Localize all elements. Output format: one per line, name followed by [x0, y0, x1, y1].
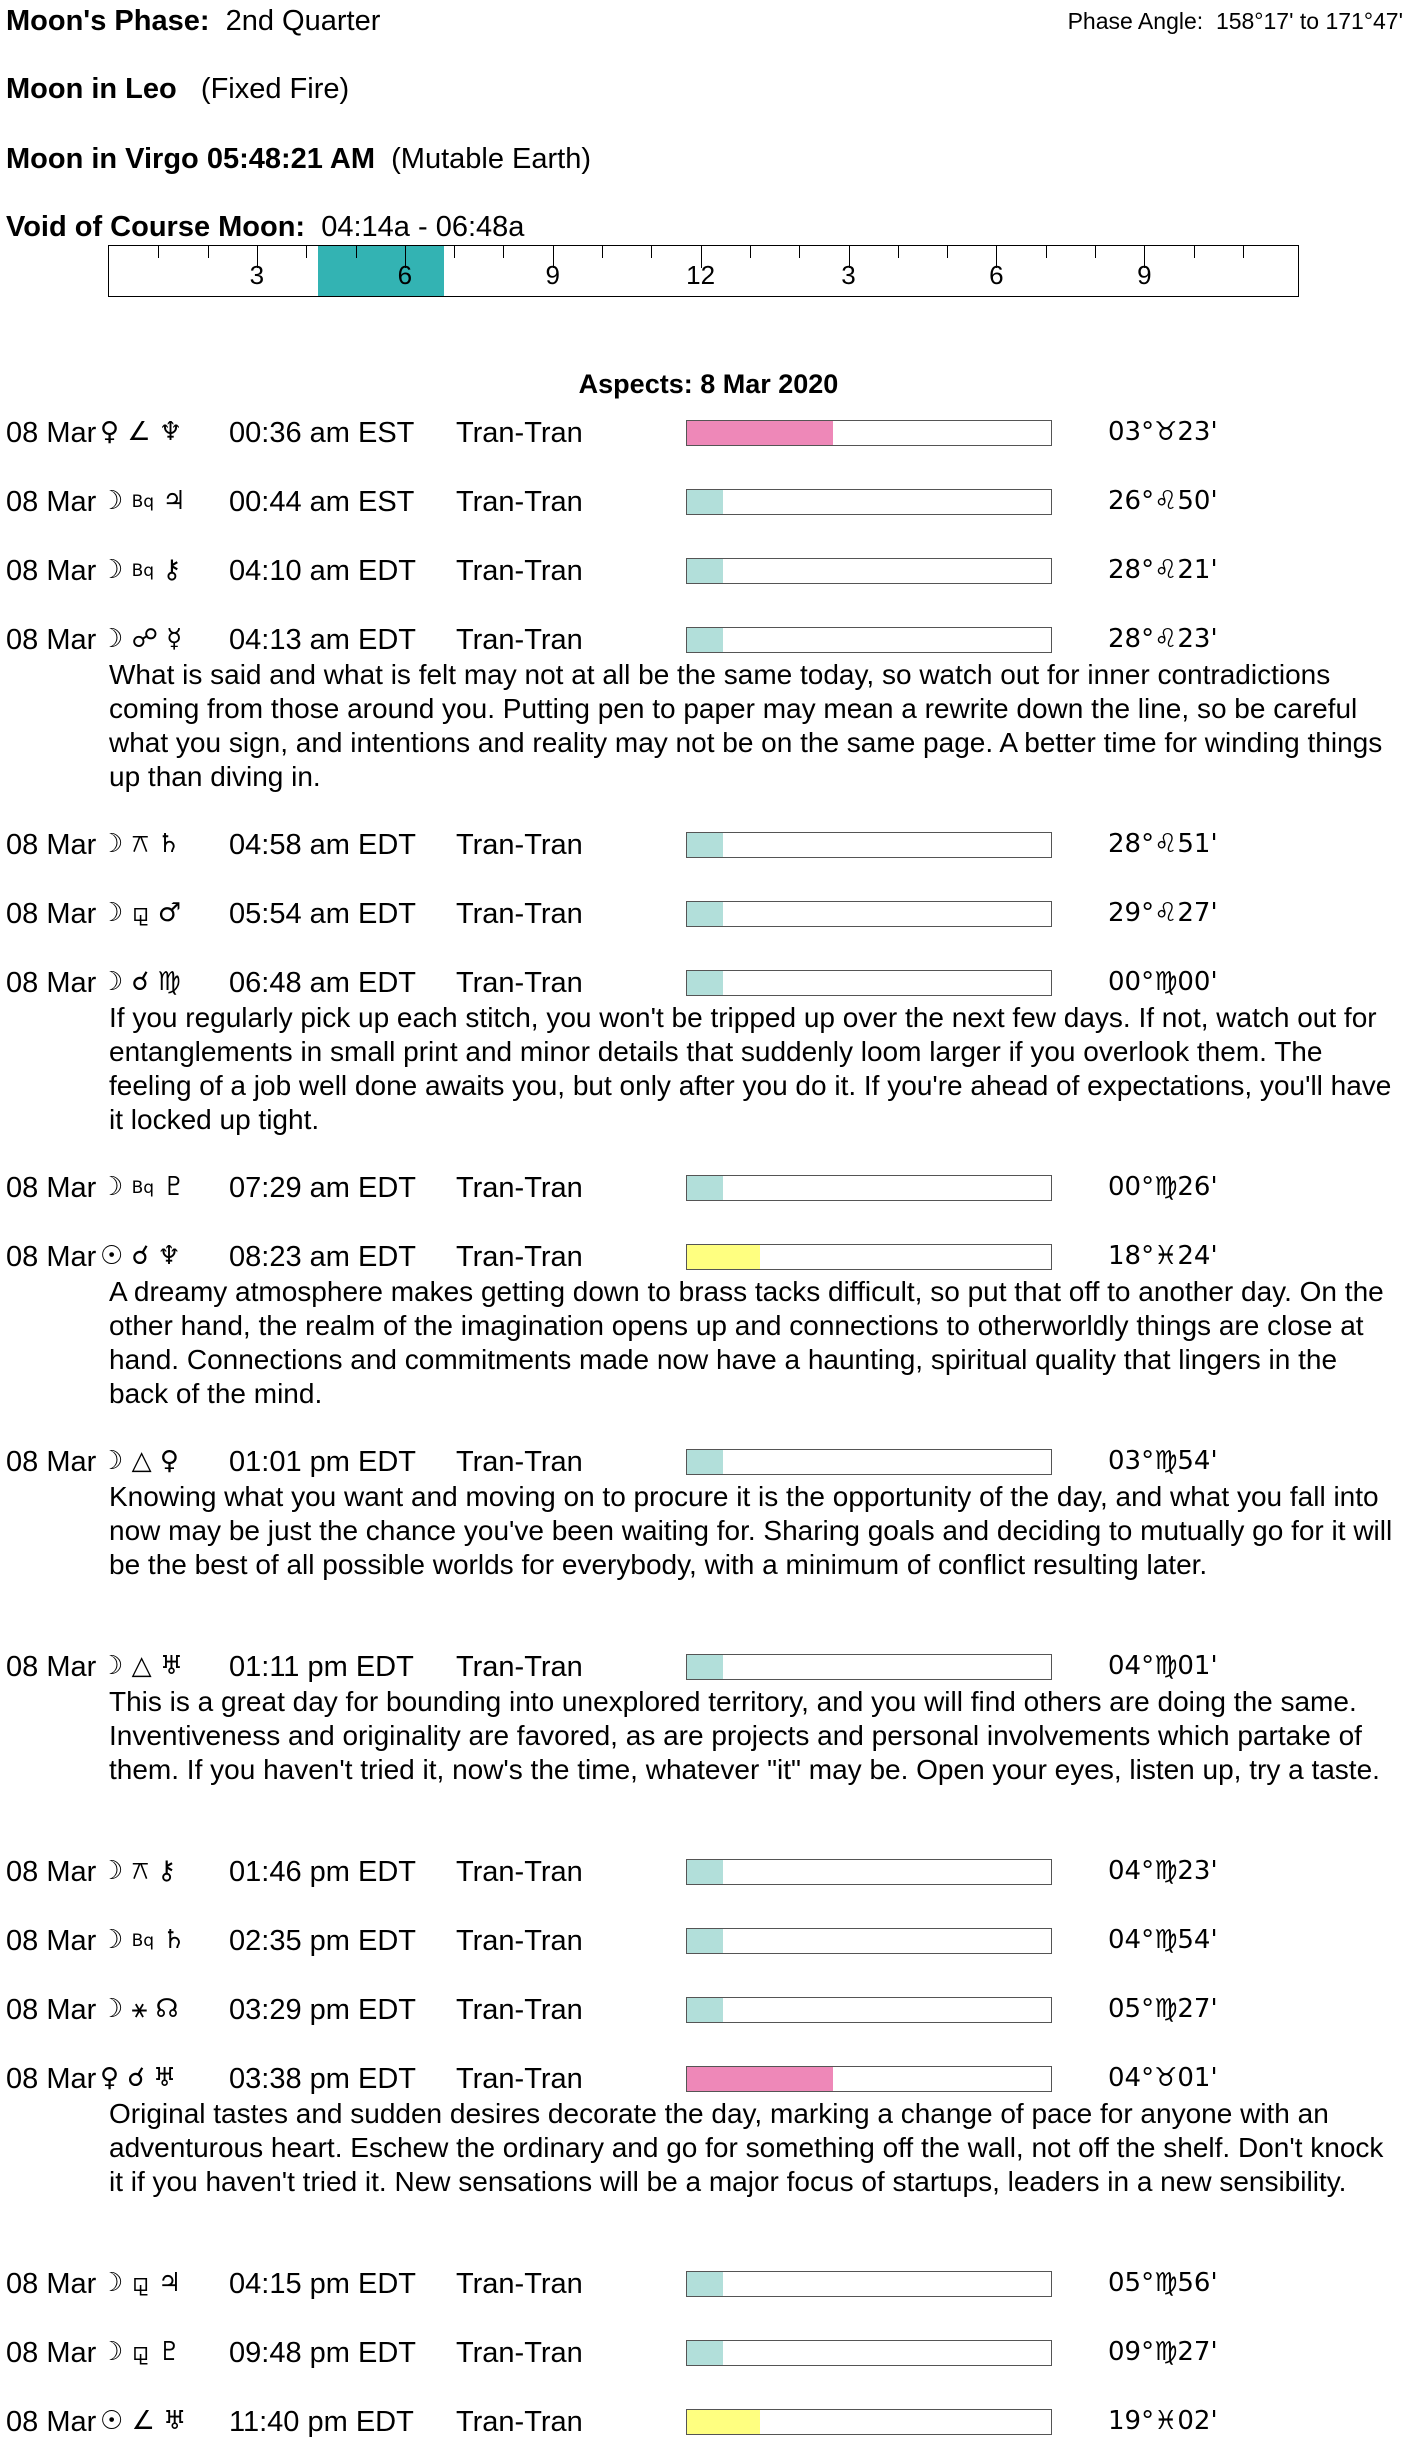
timeline-tick — [1194, 246, 1195, 258]
strength-bar — [686, 1449, 1052, 1475]
aspect-symbols — [100, 829, 180, 860]
timeline-label: 3 — [249, 260, 265, 290]
strength-bar-fill — [687, 1929, 723, 1953]
planet-2-glyph: ♄ — [157, 829, 181, 859]
planet-1-glyph: ☽ — [100, 1446, 124, 1476]
strength-bar — [686, 627, 1052, 653]
aspect-time: 04:58 am EDT — [229, 829, 416, 861]
aspect-date: 08 Mar — [6, 417, 97, 449]
aspect-glyph: ☌ — [131, 1241, 150, 1271]
aspect-date: 08 Mar — [6, 2337, 97, 2369]
aspect-time: 02:35 pm EDT — [229, 1925, 416, 1957]
aspect-description: Original tastes and sudden desires decorate the day, marking a change of pace for anyone with an adventurous heart. Eschew the ordinary and go for something off the wall, not off the shelf. Don't knock it if you haven't tried it. New sensations will be a major focus of startups, leaders in a new sensibility. — [109, 2098, 1384, 2197]
planet-2-glyph: ⚷ — [157, 1856, 177, 1886]
aspect-type: Tran-Tran — [456, 555, 583, 587]
timeline-tick — [602, 246, 603, 258]
aspect-time: 04:10 am EDT — [229, 555, 416, 587]
planet-2-glyph: ♄ — [162, 1925, 186, 1955]
aspect-glyph: ☌ — [131, 967, 150, 997]
aspect-type: Tran-Tran — [456, 1856, 583, 1888]
strength-bar-fill — [687, 1245, 760, 1269]
strength-bar — [686, 558, 1052, 584]
timeline-tick — [1243, 246, 1244, 258]
aspect-type: Tran-Tran — [456, 2406, 583, 2438]
aspect-date: 08 Mar — [6, 1651, 97, 1683]
void-of-course-line — [6, 211, 524, 244]
aspect-date: 08 Mar — [6, 2406, 97, 2438]
timeline-tick — [898, 246, 899, 258]
aspect-symbols — [100, 2268, 181, 2299]
aspect-type: Tran-Tran — [456, 2063, 583, 2095]
aspect-glyph: ⚼ — [131, 2268, 150, 2298]
aspect-description: What is said and what is felt may not at all be the same today, so watch out for inner contradictions coming from those around you. Putting pen to paper may mean a rewrite down the line, so be careful what you sign, and intentions and reality may not be on the same page. A better time for winding things up than diving in. — [109, 659, 1383, 792]
aspect-glyph: Bq — [131, 1178, 155, 1198]
aspect-degree: 00°♍26' — [1108, 1172, 1218, 1202]
aspect-symbols — [100, 1241, 181, 1271]
planet-2-glyph: ♆ — [158, 417, 183, 447]
aspect-symbols — [100, 2337, 181, 2368]
void-of-course-timeline — [108, 245, 1299, 297]
moon-phase-line — [6, 5, 380, 38]
strength-bar — [686, 901, 1052, 927]
aspect-degree: 04°♍23' — [1108, 1856, 1218, 1886]
aspect-date: 08 Mar — [6, 1994, 97, 2026]
moon-sign-1-quality: (Fixed Fire) — [200, 73, 350, 105]
moon-phase-label: Moon's Phase: — [6, 5, 210, 37]
aspect-time: 04:13 am EDT — [229, 624, 416, 656]
aspect-degree: 03°♉23' — [1108, 417, 1218, 447]
aspects-title: Aspects: 8 Mar 2020 — [578, 369, 839, 399]
aspect-row — [0, 1856, 1417, 1896]
aspect-type: Tran-Tran — [456, 2337, 583, 2369]
planet-1-glyph: ☽ — [100, 1994, 124, 2024]
aspect-degree: 26°♌50' — [1108, 486, 1218, 516]
aspect-date: 08 Mar — [6, 1241, 97, 1273]
aspect-type: Tran-Tran — [456, 624, 583, 656]
planet-2-glyph: ☊ — [155, 1994, 179, 2024]
timeline-label: 6 — [397, 260, 413, 290]
aspect-glyph: ⚻ — [131, 1856, 149, 1886]
timeline-tick — [208, 246, 209, 258]
aspect-degree: 19°♓02' — [1108, 2406, 1218, 2436]
aspect-glyph: ⚻ — [131, 829, 149, 859]
aspect-description: Knowing what you want and moving on to procure it is the opportunity of the day, and what you fall into now may be just the chance you've been waiting for. Sharing goals and deciding to mutually go for it will be the best of all possible worlds for everybody, with a minimum of conflict resulting later. — [109, 1481, 1393, 1580]
aspect-type: Tran-Tran — [456, 1651, 583, 1683]
aspect-glyph: △ — [131, 1446, 152, 1476]
timeline-label: 9 — [1137, 260, 1152, 290]
aspect-row — [0, 555, 1417, 595]
strength-bar — [686, 832, 1052, 858]
aspect-date: 08 Mar — [6, 624, 97, 656]
planet-2-glyph: ♅ — [153, 2063, 177, 2093]
aspect-symbols — [100, 2406, 186, 2436]
aspect-row — [0, 486, 1417, 526]
aspect-glyph: Bq — [131, 1931, 155, 1951]
aspect-glyph: Bq — [131, 561, 155, 581]
aspect-time: 06:48 am EDT — [229, 967, 416, 999]
timeline-tick — [158, 246, 159, 258]
planet-1-glyph: ☉ — [100, 1241, 124, 1271]
aspect-degree: 29°♌27' — [1108, 898, 1218, 928]
strength-bar — [686, 1175, 1052, 1201]
aspect-degree: 04°♉01' — [1108, 2063, 1218, 2093]
aspect-row — [0, 898, 1417, 938]
aspect-degree: 28°♌21' — [1108, 555, 1218, 585]
strength-bar-fill — [687, 971, 723, 995]
aspect-degree: 28°♌23' — [1108, 624, 1218, 654]
strength-bar — [686, 1859, 1052, 1885]
strength-bar — [686, 1997, 1052, 2023]
planet-2-glyph: ♇ — [157, 2337, 182, 2367]
aspect-date: 08 Mar — [6, 2268, 97, 2300]
strength-bar-fill — [687, 2341, 723, 2365]
moon-sign-1-label: Moon in Leo — [6, 73, 177, 105]
timeline-label: 3 — [841, 260, 856, 290]
strength-bar-fill — [687, 1860, 723, 1884]
phase-angle-value: 158°17' to 171°47' — [1215, 8, 1403, 34]
aspect-symbols — [100, 624, 182, 654]
strength-bar — [686, 1928, 1052, 1954]
aspect-time: 08:23 am EDT — [229, 1241, 416, 1273]
strength-bar-fill — [687, 2067, 833, 2091]
timeline-tick — [454, 246, 455, 258]
planet-2-glyph: ♂ — [157, 898, 182, 928]
void-of-course-label: Void of Course Moon: — [6, 211, 306, 243]
planet-2-glyph: ♅ — [159, 1651, 184, 1681]
strength-bar — [686, 970, 1052, 996]
strength-bar-fill — [687, 1998, 723, 2022]
aspect-degree: 04°♍01' — [1108, 1651, 1218, 1681]
aspect-date: 08 Mar — [6, 1446, 97, 1478]
aspect-row — [0, 1994, 1417, 2034]
strength-bar — [686, 1244, 1052, 1270]
aspect-time: 01:11 pm EDT — [229, 1651, 414, 1683]
void-of-course-highlight — [318, 246, 445, 296]
planet-1-glyph: ☽ — [100, 2337, 124, 2367]
aspect-degree: 04°♍54' — [1108, 1925, 1218, 1955]
planet-1-glyph: ☉ — [100, 2406, 124, 2436]
planet-2-glyph: ☿ — [166, 624, 183, 654]
aspect-date: 08 Mar — [6, 486, 97, 518]
aspect-type: Tran-Tran — [456, 967, 583, 999]
aspect-date: 08 Mar — [6, 1172, 97, 1204]
planet-1-glyph: ☽ — [100, 1172, 124, 1202]
strength-bar-fill — [687, 1176, 723, 1200]
strength-bar — [686, 2271, 1052, 2297]
timeline-tick — [1046, 246, 1047, 258]
aspect-degree: 03°♍54' — [1108, 1446, 1218, 1476]
timeline-tick — [947, 246, 948, 258]
aspect-symbols — [100, 1651, 183, 1681]
aspect-degree: 05°♍27' — [1108, 1994, 1218, 2024]
aspect-symbols — [100, 898, 181, 929]
moon-sign-line-1 — [6, 73, 349, 106]
aspect-date: 08 Mar — [6, 967, 97, 999]
aspect-glyph: ⚹ — [131, 1994, 148, 2024]
strength-bar — [686, 2340, 1052, 2366]
planet-1-glyph: ☽ — [100, 2268, 124, 2298]
strength-bar — [686, 420, 1052, 446]
aspect-glyph: ⚼ — [131, 898, 150, 928]
aspect-type: Tran-Tran — [456, 417, 583, 449]
aspect-description: If you regularly pick up each stitch, you won't be tripped up over the next few days. If not, watch out for entanglements in small print and minor details that suddenly loom larger if you overlook them. The feeling of a job well done awaits you, but only after you do it. If you're ahead of expectations, you'll have it locked up tight. — [109, 1002, 1392, 1135]
strength-bar-fill — [687, 2272, 723, 2296]
aspect-symbols — [100, 2063, 176, 2093]
strength-bar — [686, 2066, 1052, 2092]
aspect-symbols — [100, 967, 181, 997]
aspect-type: Tran-Tran — [456, 1994, 583, 2026]
strength-bar-fill — [687, 421, 833, 445]
aspect-row — [0, 417, 1417, 457]
planet-2-glyph: ♍ — [157, 967, 181, 997]
strength-bar — [686, 2409, 1052, 2435]
phase-angle — [1068, 8, 1403, 35]
aspect-glyph: ∠ — [127, 417, 151, 447]
strength-bar — [686, 489, 1052, 515]
aspect-description: A dreamy atmosphere makes getting down to brass tacks difficult, so put that off to another day. On the other hand, the realm of the imagination opens up and connections to otherworldly things are close at hand. Connections and commitments made now have a haunting, spiritual quality that lingers in the back of the mind. — [109, 1276, 1384, 1409]
aspect-symbols — [100, 1172, 186, 1202]
aspect-type: Tran-Tran — [456, 2268, 583, 2300]
strength-bar-fill — [687, 2410, 760, 2434]
aspect-date: 08 Mar — [6, 1856, 97, 1888]
timeline-tick — [799, 246, 800, 258]
timeline-tick — [356, 246, 357, 258]
aspect-type: Tran-Tran — [456, 1241, 583, 1273]
aspect-time: 00:44 am EST — [229, 486, 415, 518]
timeline-tick — [651, 246, 652, 258]
aspect-date: 08 Mar — [6, 829, 97, 861]
aspect-symbols — [100, 555, 181, 585]
aspect-row — [0, 2337, 1417, 2377]
moon-sign-line-2 — [6, 143, 591, 176]
aspect-glyph: ☍ — [131, 624, 158, 654]
timeline-tick — [503, 246, 504, 258]
planet-1-glyph: ☽ — [100, 1856, 124, 1886]
strength-bar-fill — [687, 490, 723, 514]
aspect-time: 09:48 pm EDT — [229, 2337, 416, 2369]
aspect-time: 04:15 pm EDT — [229, 2268, 416, 2300]
planet-2-glyph: ♃ — [157, 2268, 182, 2298]
phase-angle-label: Phase Angle: — [1067, 8, 1204, 34]
aspect-symbols — [100, 1446, 179, 1476]
aspect-date: 08 Mar — [6, 898, 97, 930]
aspect-type: Tran-Tran — [456, 1172, 583, 1204]
aspect-degree: 09°♍27' — [1108, 2337, 1218, 2367]
strength-bar-fill — [687, 902, 723, 926]
aspect-time: 01:01 pm EDT — [229, 1446, 416, 1478]
aspect-glyph: △ — [131, 1651, 152, 1681]
aspect-degree: 00°♍00' — [1108, 967, 1218, 997]
timeline-tick — [306, 246, 307, 258]
aspect-time: 03:38 pm EDT — [229, 2063, 416, 2095]
aspect-type: Tran-Tran — [456, 1925, 583, 1957]
aspect-degree: 28°♌51' — [1108, 829, 1218, 859]
strength-bar-fill — [687, 1655, 723, 1679]
aspect-row — [0, 2268, 1417, 2308]
aspect-time: 07:29 am EDT — [229, 1172, 416, 1204]
aspect-time: 00:36 am EST — [229, 417, 415, 449]
planet-1-glyph: ☽ — [100, 829, 124, 859]
aspect-type: Tran-Tran — [456, 486, 583, 518]
planet-2-glyph: ♅ — [163, 2406, 187, 2436]
timeline-label: 9 — [545, 260, 560, 290]
planet-1-glyph: ☽ — [100, 624, 124, 654]
aspect-glyph: ☌ — [127, 2063, 145, 2093]
moon-phase-value: 2nd Quarter — [225, 5, 381, 37]
aspect-row — [0, 2406, 1417, 2446]
aspect-time: 11:40 pm EDT — [229, 2406, 414, 2438]
aspect-symbols — [100, 1925, 186, 1955]
planet-2-glyph: ♆ — [157, 1241, 181, 1271]
aspect-row — [0, 829, 1417, 869]
planet-1-glyph: ♀ — [100, 2063, 120, 2093]
timeline-label: 12 — [686, 260, 716, 290]
aspect-time: 03:29 pm EDT — [229, 1994, 416, 2026]
aspect-date: 08 Mar — [6, 555, 97, 587]
planet-1-glyph: ☽ — [100, 555, 124, 585]
planet-1-glyph: ♀ — [100, 417, 120, 447]
moon-sign-2-quality: (Mutable Earth) — [391, 143, 591, 175]
strength-bar — [686, 1654, 1052, 1680]
planet-2-glyph: ♇ — [162, 1172, 186, 1202]
aspect-glyph: ⚼ — [131, 2337, 150, 2367]
aspect-symbols — [100, 417, 182, 447]
aspect-date: 08 Mar — [6, 2063, 97, 2095]
planet-1-glyph: ☽ — [100, 898, 124, 928]
aspect-type: Tran-Tran — [456, 1446, 583, 1478]
aspect-row — [0, 1172, 1417, 1212]
planet-2-glyph: ♃ — [162, 486, 186, 516]
aspect-glyph: ∠ — [131, 2406, 155, 2436]
aspect-date: 08 Mar — [6, 1925, 97, 1957]
planet-1-glyph: ☽ — [100, 1925, 124, 1955]
strength-bar-fill — [687, 628, 723, 652]
aspect-glyph: Bq — [131, 492, 155, 512]
moon-sign-2-label: Moon in Virgo 05:48:21 AM — [6, 143, 375, 175]
aspect-time: 01:46 pm EDT — [229, 1856, 416, 1888]
aspect-time: 05:54 am EDT — [229, 898, 416, 930]
planet-1-glyph: ☽ — [100, 1651, 124, 1681]
strength-bar-fill — [687, 1450, 723, 1474]
aspect-degree: 18°♓24' — [1108, 1241, 1218, 1271]
aspect-symbols — [100, 1856, 176, 1887]
aspect-degree: 05°♍56' — [1108, 2268, 1218, 2298]
aspect-type: Tran-Tran — [456, 898, 583, 930]
aspect-description: This is a great day for bounding into unexplored territory, and you will find others are doing the same. Inventiveness and originality are favored, as are projects and personal involvements which partake of them. If you haven't tried it, now's the time, whatever "it" may be. Open your eyes, listen up, try a taste. — [109, 1686, 1380, 1785]
aspect-symbols — [100, 486, 186, 516]
planet-1-glyph: ☽ — [100, 967, 124, 997]
aspect-symbols — [100, 1994, 179, 2025]
timeline-label: 6 — [989, 260, 1004, 290]
timeline-tick — [1095, 246, 1096, 258]
void-of-course-value: 04:14a - 06:48a — [321, 211, 525, 243]
planet-2-glyph: ⚷ — [162, 555, 182, 585]
planet-1-glyph: ☽ — [100, 486, 124, 516]
planet-2-glyph: ♀ — [159, 1446, 179, 1476]
strength-bar-fill — [687, 833, 723, 857]
strength-bar-fill — [687, 559, 723, 583]
timeline-tick — [750, 246, 751, 258]
aspect-type: Tran-Tran — [456, 829, 583, 861]
aspect-row — [0, 1925, 1417, 1965]
